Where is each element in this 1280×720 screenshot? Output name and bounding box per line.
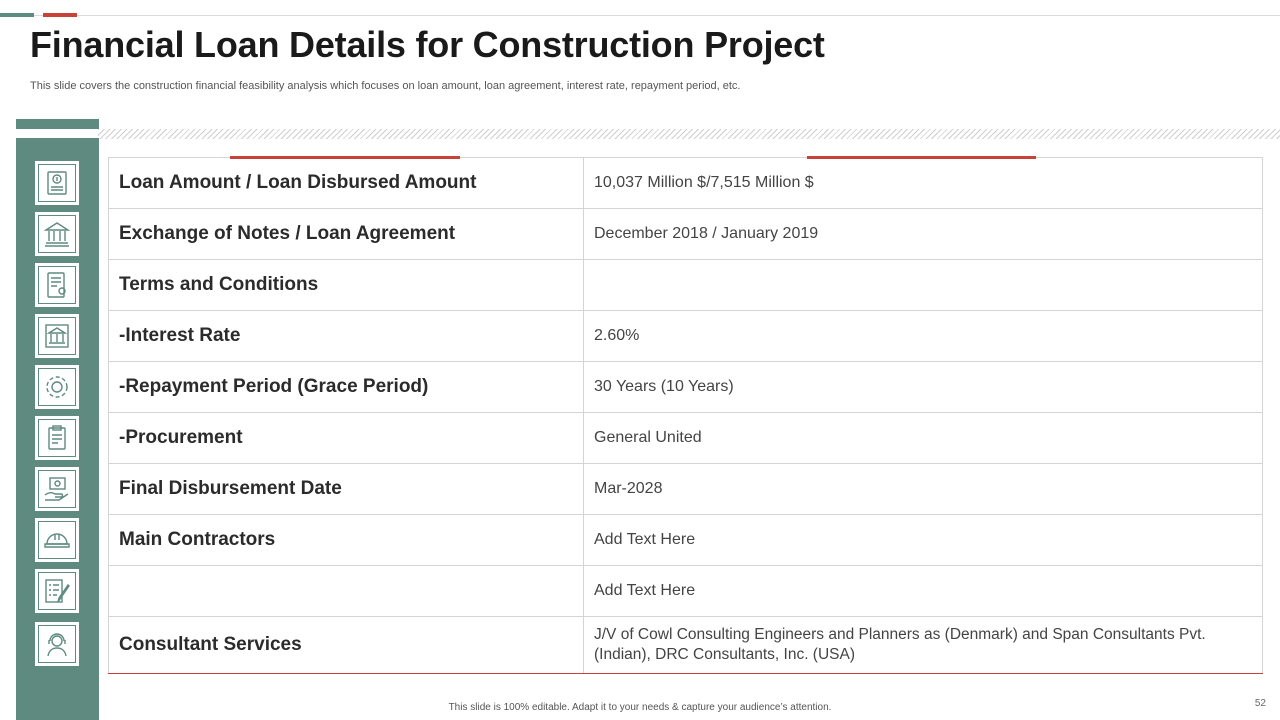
- hand-money-icon: [35, 467, 79, 511]
- row-label: -Interest Rate: [109, 311, 584, 362]
- header-accent-right: [807, 156, 1036, 159]
- row-label: Exchange of Notes / Loan Agreement: [109, 209, 584, 260]
- row-label: Loan Amount / Loan Disbursed Amount: [109, 158, 584, 209]
- row-value: 10,037 Million $/7,515 Million $: [584, 158, 1263, 209]
- table-bottom-rule: [108, 673, 1263, 674]
- table-row: [109, 464, 1263, 515]
- table-row: [109, 413, 1263, 464]
- row-label: Final Disbursement Date: [109, 464, 584, 515]
- row-value: J/V of Cowl Consulting Engineers and Planners as (Denmark) and Span Consultants Pvt. (Indian), DRC Consultants, Inc. (USA): [584, 617, 1263, 674]
- row-label: Main Contractors: [109, 515, 584, 566]
- gear-icon: [35, 365, 79, 409]
- row-value: Add Text Here: [584, 566, 1263, 617]
- page-subtitle: This slide covers the construction financial feasibility analysis which focuses on loan amount, loan agreement, interest rate, repayment period, etc.: [30, 80, 741, 92]
- checklist-pencil-icon: [35, 569, 79, 613]
- sidebar-cap: [16, 119, 99, 129]
- row-value: 2.60%: [584, 311, 1263, 362]
- top-rule: [0, 15, 1280, 16]
- bank-building-icon: [35, 212, 79, 256]
- clipboard-icon: [35, 416, 79, 460]
- table-row: [109, 158, 1263, 209]
- table-row: [109, 566, 1263, 617]
- page-title: Financial Loan Details for Construction Project: [30, 24, 825, 65]
- row-value: General United: [584, 413, 1263, 464]
- table-row: [109, 515, 1263, 566]
- bank-columns-icon: [35, 314, 79, 358]
- hard-hat-icon: [35, 518, 79, 562]
- row-value: Add Text Here: [584, 515, 1263, 566]
- page-number: 52: [1254, 698, 1266, 709]
- table-row: [109, 209, 1263, 260]
- loan-details-table: [108, 157, 1263, 674]
- table-row: [109, 617, 1263, 674]
- money-document-icon: [35, 161, 79, 205]
- row-label: Consultant Services: [109, 617, 584, 674]
- table-row: [109, 311, 1263, 362]
- hatch-divider: [98, 129, 1280, 139]
- row-label: Terms and Conditions: [109, 260, 584, 311]
- row-value: 30 Years (10 Years): [584, 362, 1263, 413]
- top-accent-red: [43, 13, 77, 17]
- table-row: [109, 362, 1263, 413]
- support-agent-icon: [35, 622, 79, 666]
- row-label: [109, 566, 584, 617]
- row-label: -Repayment Period (Grace Period): [109, 362, 584, 413]
- row-label: -Procurement: [109, 413, 584, 464]
- row-value: Mar-2028: [584, 464, 1263, 515]
- header-accent-left: [230, 156, 460, 159]
- certificate-icon: [35, 263, 79, 307]
- table-row: [109, 260, 1263, 311]
- footer-note: This slide is 100% editable. Adapt it to your needs & capture your audience’s attention.: [448, 702, 832, 713]
- row-value: [584, 260, 1263, 311]
- top-accent-teal: [0, 13, 34, 17]
- row-value: December 2018 / January 2019: [584, 209, 1263, 260]
